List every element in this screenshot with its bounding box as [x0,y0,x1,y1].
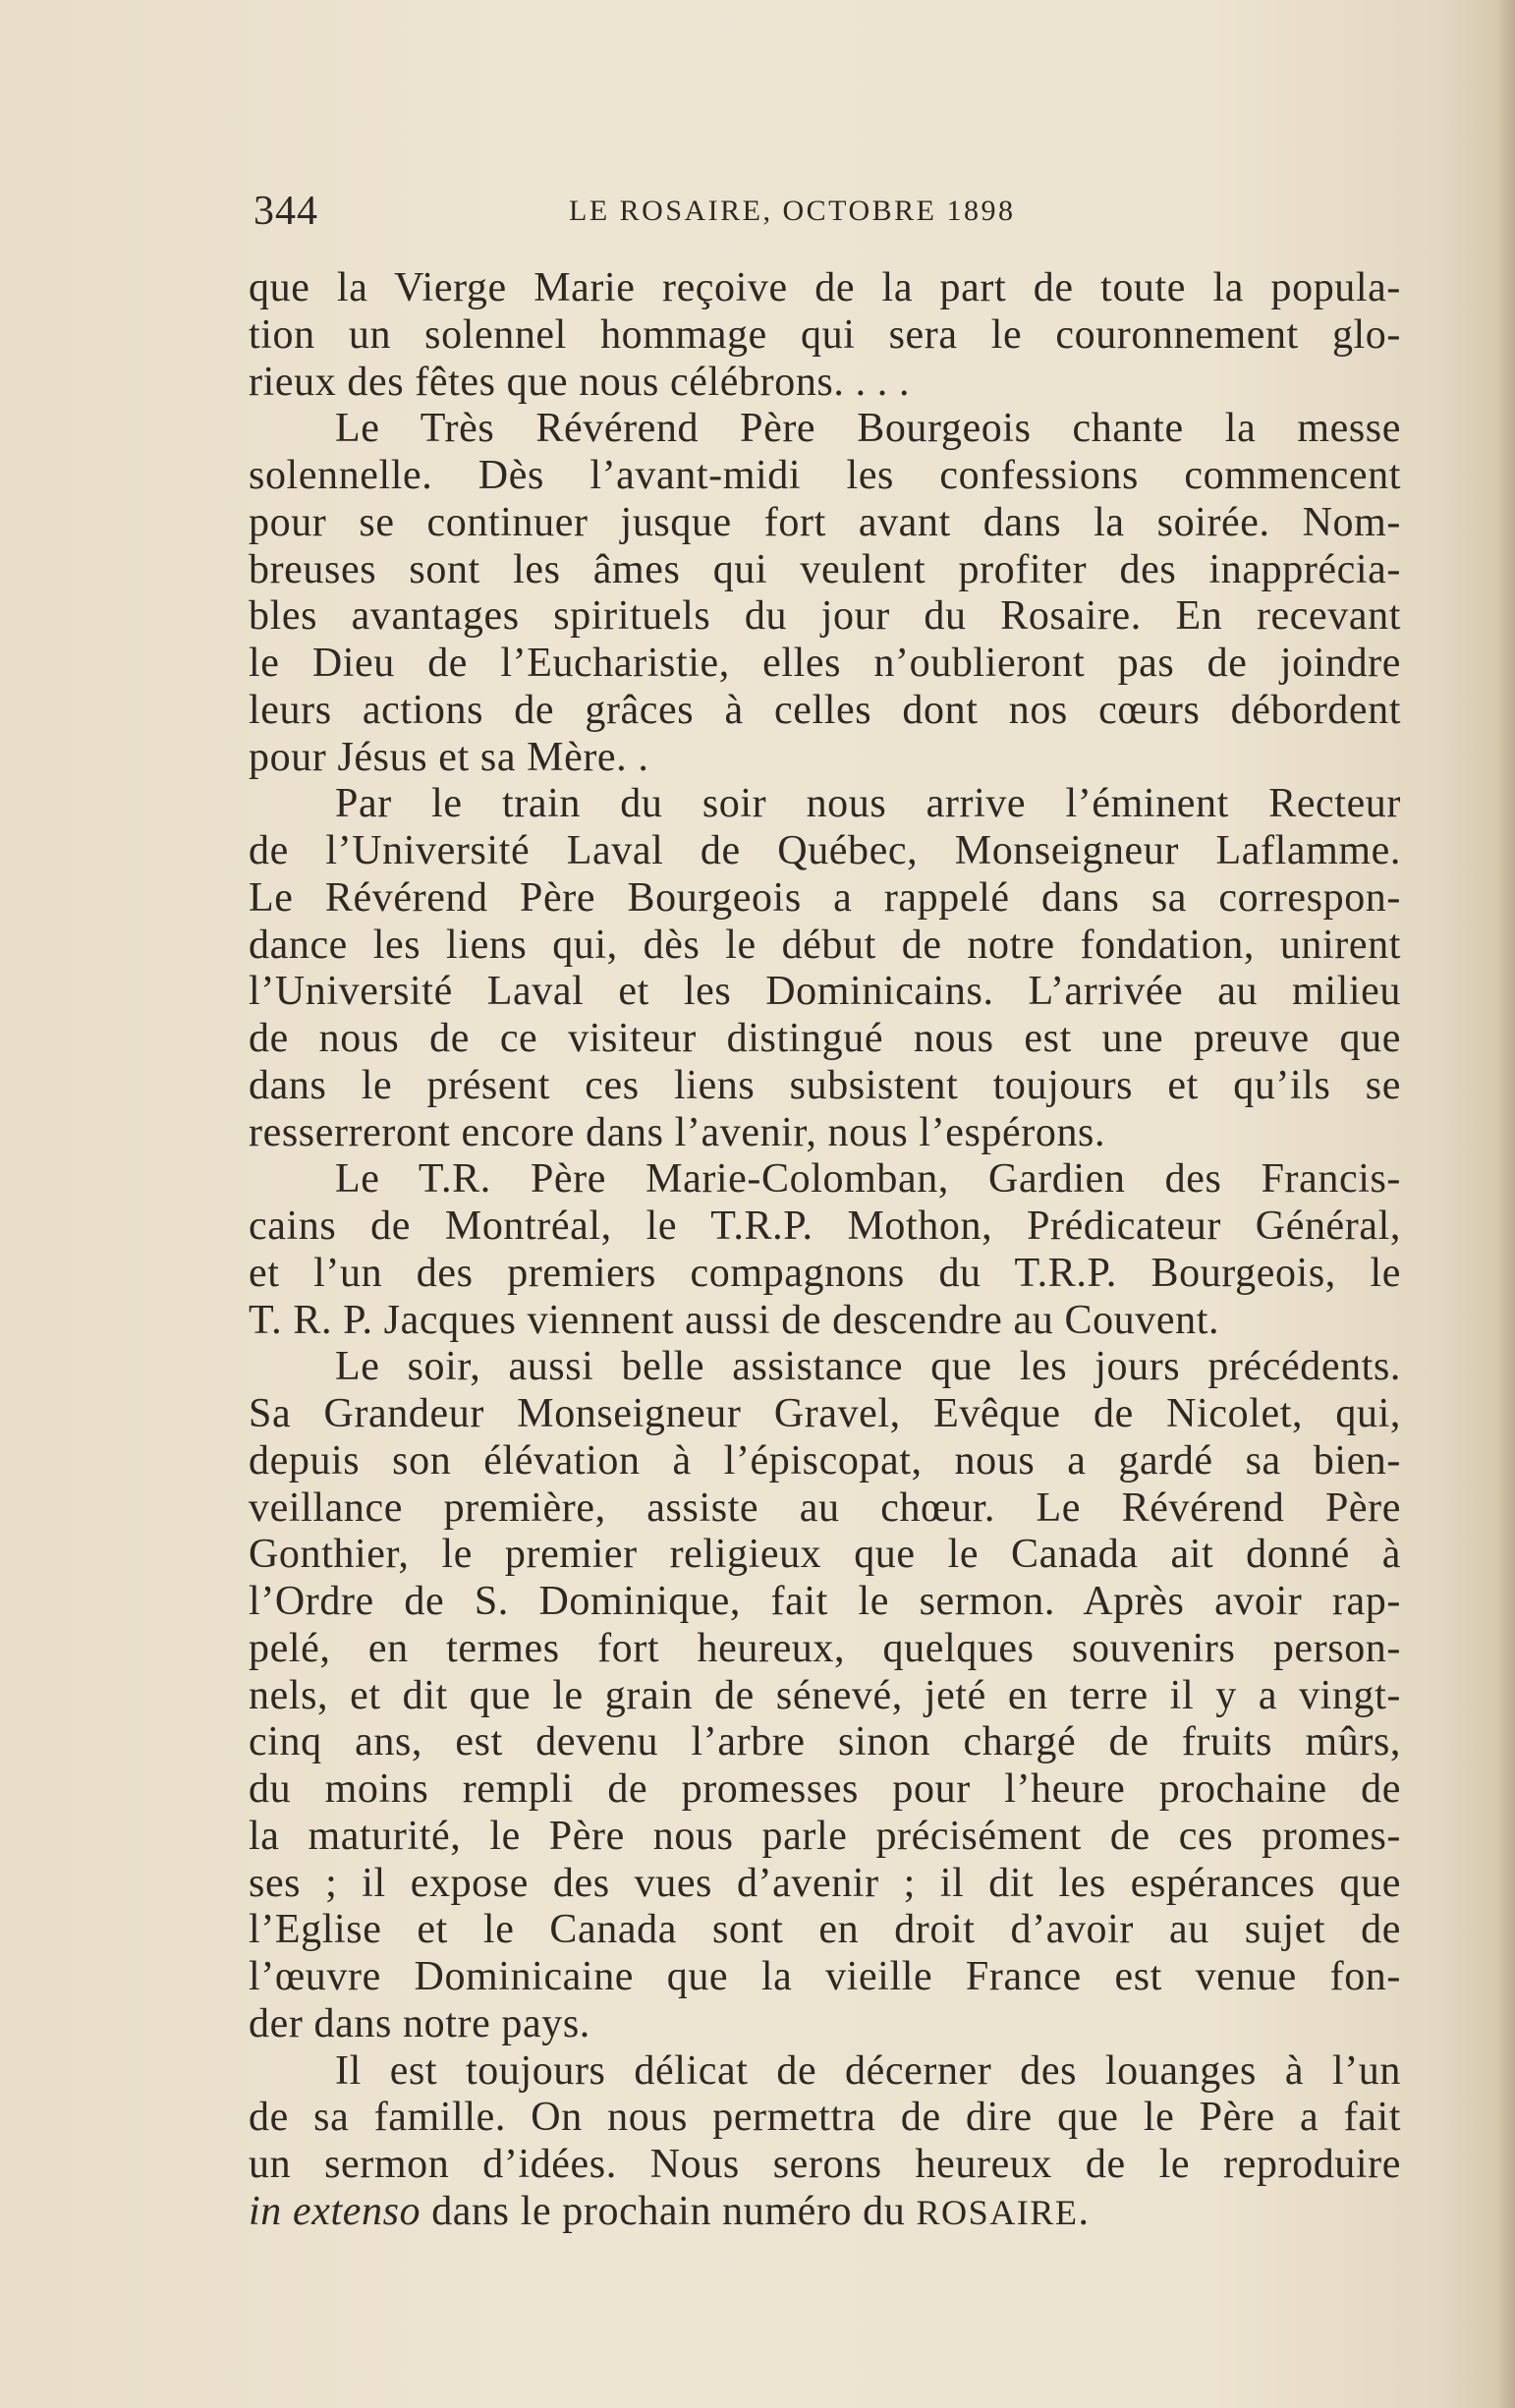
text-line: veillance première, assiste au chœur. Le Révérend Père [249,1484,1401,1531]
paragraph [249,265,1401,406]
text-line: rieux des fêtes que nous célébrons. . . . [249,359,911,405]
body-text [249,265,1401,2236]
text-line: dans le présent ces liens subsistent toujours et qu’ils se [249,1062,1401,1108]
text-line: l’Eglise et le Canada sont en droit d’avoir au sujet de [249,1907,1401,1953]
text-line: de nous de ce visiteur distingué nous est une preuve que [249,1016,1401,1061]
text-line: resserreront encore dans l’avenir, nous l’espérons. [249,1109,1106,1155]
text-line: pelé, en termes fort heureux, quelques souvenirs person- [249,1625,1401,1671]
text-line: Il est toujours délicat de décerner des louanges à l’un [335,2047,1401,2094]
text-line: solennelle. Dès l’avant-midi les confessions commencent [249,453,1401,498]
text-line: l’Ordre de S. Dominique, fait le sermon. Après avoir rap- [249,1579,1401,1624]
text-line: pour se continuer jusque fort avant dans la soirée. Nom- [249,499,1401,545]
text-line: der dans notre pays. [249,2000,590,2046]
text-line: Le T.R. Père Marie-Colomban, Gardien des Francis- [335,1156,1401,1203]
text-line: tion un solennel hommage qui sera le couronnement glo- [249,311,1401,358]
text-line: leurs actions de grâces à celles dont nos cœurs débordent [249,687,1401,733]
text-line: de sa famille. On nous permettra de dire que le Père a fait [249,2095,1401,2141]
text-segment: dans le prochain numéro du [421,2188,917,2234]
text-line: Par le train du soir nous arrive l’éminent Recteur [335,781,1401,827]
text-line: T. R. P. Jacques viennent aussi de descendre au Couvent. [249,1297,1220,1343]
text-line: le Dieu de l’Eucharistie, elles n’oublieront pas de joindre [249,641,1401,686]
text-line: pour Jésus et sa Mère. . [249,734,649,780]
small-caps-word: ROSAIRE [916,2192,1079,2232]
text-line: Le soir, aussi belle assistance que les jours précédents. [335,1344,1401,1390]
text-line: Sa Grandeur Monseigneur Gravel, Evêque de Nicolet, qui, [249,1391,1401,1436]
text-line: cinq ans, est devenu l’arbre sinon chargé de fruits mûrs, [249,1719,1401,1765]
paragraph [249,1156,1401,1344]
text-line: du moins rempli de promesses pour l’heure prochaine de [249,1766,1401,1812]
paragraph [249,406,1401,781]
paragraph [249,2048,1401,2236]
text-line: un sermon d’idées. Nous serons heureux de le reproduire [249,2142,1401,2187]
text-line: depuis son élévation à l’épiscopat, nous a gardé sa bien- [249,1437,1401,1484]
text-line: et l’un des premiers compagnons du T.R.P. Bourgeois, le [249,1250,1401,1296]
text-line: l’Université Laval et les Dominicains. L’arrivée au milieu [249,969,1401,1015]
running-title: LE ROSAIRE, OCTOBRE 1898 [569,195,1016,227]
paragraph [249,781,1401,1156]
text-line: dance les liens qui, dès le début de notre fondation, unirent [249,922,1401,968]
text-line: la maturité, le Père nous parle précisément de ces promes- [249,1813,1401,1859]
paragraph [249,1344,1401,2047]
text-line: bles avantages spirituels du jour du Rosaire. En recevant [249,593,1401,640]
text-line: nels, et dit que le grain de sénevé, jeté en terre il y a vingt- [249,1672,1401,1718]
text-line: que la Vierge Marie reçoive de la part de toute la popula- [249,265,1401,310]
text-line [249,2189,1401,2236]
text-line: Gonthier, le premier religieux que le Canada ait donné à [249,1532,1401,1578]
text-line: ses ; il expose des vues d’avenir ; il dit les espérances que [249,1860,1401,1906]
text-line: l’œuvre Dominicaine que la vieille France est venue fon- [249,1954,1401,1999]
text-line: cains de Montréal, le T.R.P. Mothon, Prédicateur Général, [249,1204,1401,1249]
text-line: de l’Université Laval de Québec, Monseigneur Laflamme. [249,828,1401,873]
italic-phrase: in extenso [249,2188,421,2234]
text-segment: . [1078,2188,1090,2234]
text-line: Le Très Révérend Père Bourgeois chante la messe [335,406,1401,452]
page-number: 344 [253,189,318,234]
text-line: breuses sont les âmes qui veulent profiter des inapprécia- [249,546,1401,592]
text-line: Le Révérend Père Bourgeois a rappelé dans sa correspon- [249,874,1401,921]
